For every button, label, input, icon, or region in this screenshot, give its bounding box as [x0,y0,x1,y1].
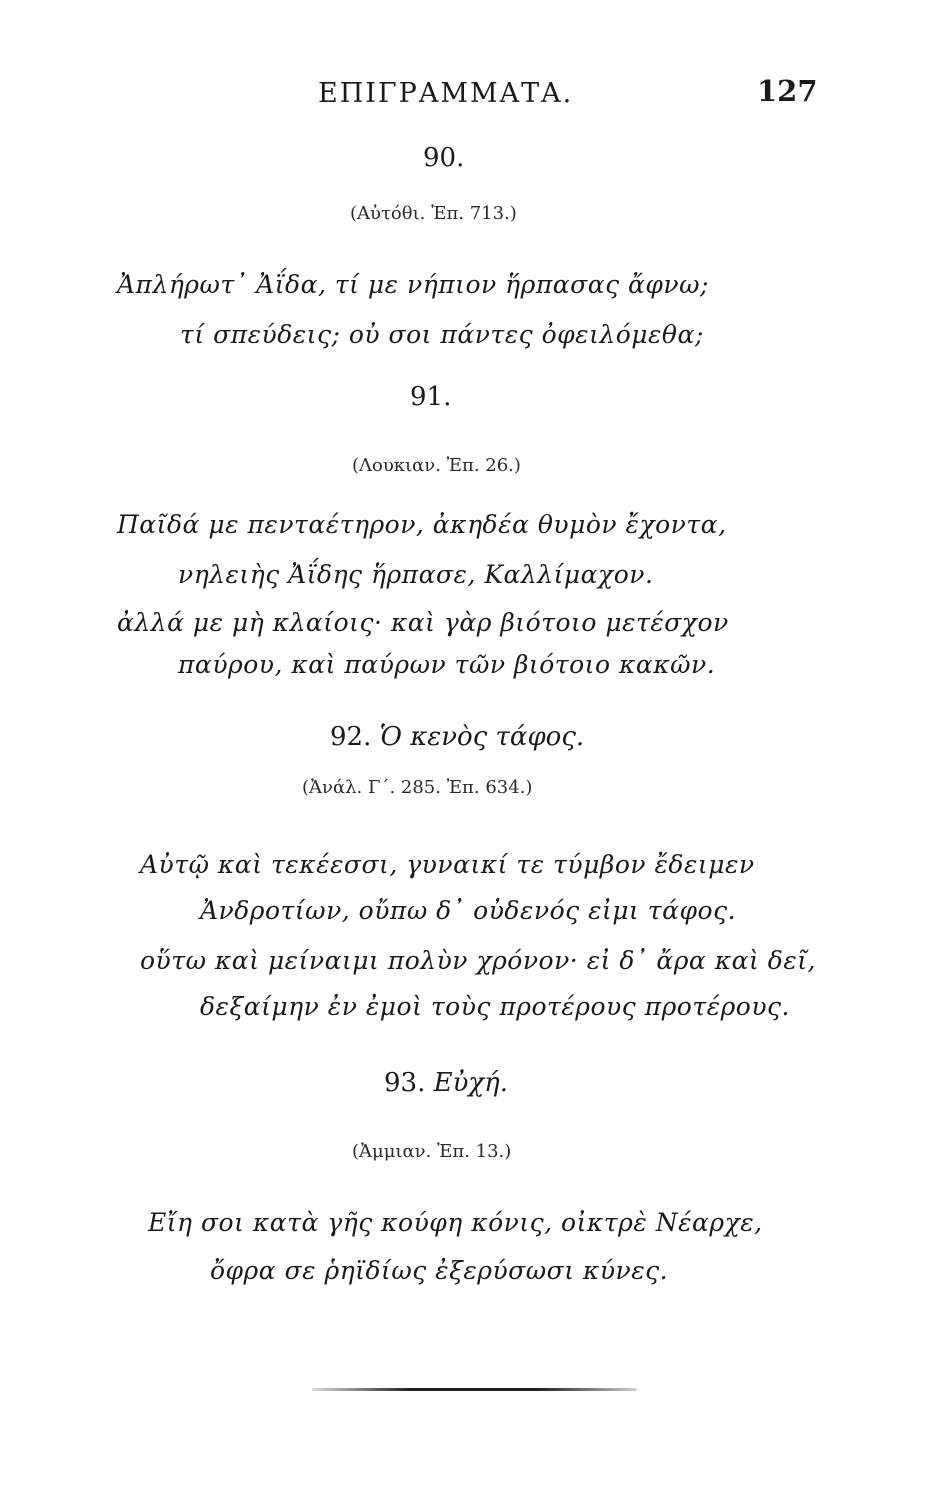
epigram-91-line-4: παύρου, καὶ παύρων τῶν βιότοιο κακῶν. [178,650,716,679]
epigram-90-number: 90. [423,143,465,173]
epigram-92-line-1: Αὐτῷ καὶ τεκέεσσι, γυναικί τε τύμβον ἔδειμεν [140,850,755,879]
epigram-93-title: Εὐχή. [433,1068,509,1098]
epigram-92-line-2: Ἀνδροτίων, οὔπω δ᾿ οὐδενός εἰμι τάφος. [200,896,737,925]
epigram-93-line-2: ὄφρα σε ῥηϊδίως ἐξερύσωσι κύνες. [210,1256,669,1285]
closing-rule [312,1388,637,1391]
epigram-91-line-1: Παῖδά με πενταέτηρον, ἀκηδέα θυμὸν ἔχοντα, [117,510,727,539]
epigram-93-line-1: Εἴη σοι κατὰ γῆς κούφη κόνις, οἰκτρὲ Νέαρχε, [148,1208,763,1237]
epigram-93-number: 93. [384,1068,426,1098]
epigram-92-heading [330,722,584,752]
epigram-92-number: 92. [330,722,372,752]
epigram-92-source: (Ἀνάλ. Γ΄. 285. Ἐπ. 634.) [302,777,533,798]
epigram-90-line-2: τί σπεύδεις; οὐ σοι πάντες ὀφειλόμεθα; [180,320,704,349]
epigram-90-source: (Αὐτόθι. Ἐπ. 713.) [350,203,517,224]
epigram-92-line-4: δεξαίμην ἐν ἐμοὶ τοὺς προτέρους προτέρους. [200,992,790,1021]
epigram-91-source: (Λουκιαν. Ἐπ. 26.) [352,455,521,476]
epigram-93-source: (Ἀμμιαν. Ἐπ. 13.) [352,1141,512,1162]
epigram-93-heading [384,1068,508,1098]
epigram-91-line-2: νηλειὴς Ἀΐδης ἥρπασε, Καλλίμαχον. [178,560,654,589]
epigram-92-title: Ὁ κενὸς τάφος. [379,722,585,752]
epigram-91-number: 91. [410,382,452,412]
epigram-92-line-3: οὕτω καὶ μείναιμι πολὺν χρόνον· εἰ δ᾿ ἄρα καὶ δεῖ, [140,946,817,975]
epigram-91-line-3: ἀλλά με μὴ κλαίοις· καὶ γὰρ βιότοιο μετέσχον [117,608,729,637]
epigram-90-line-1: Ἀπλήρωτ᾿ Ἀΐδα, τί με νήπιον ἥρπασας ἄφνω; [117,270,709,299]
page-number: 127 [757,74,818,108]
running-header-title: ΕΠΙΓΡΑΜΜΑΤΑ. [318,78,574,109]
